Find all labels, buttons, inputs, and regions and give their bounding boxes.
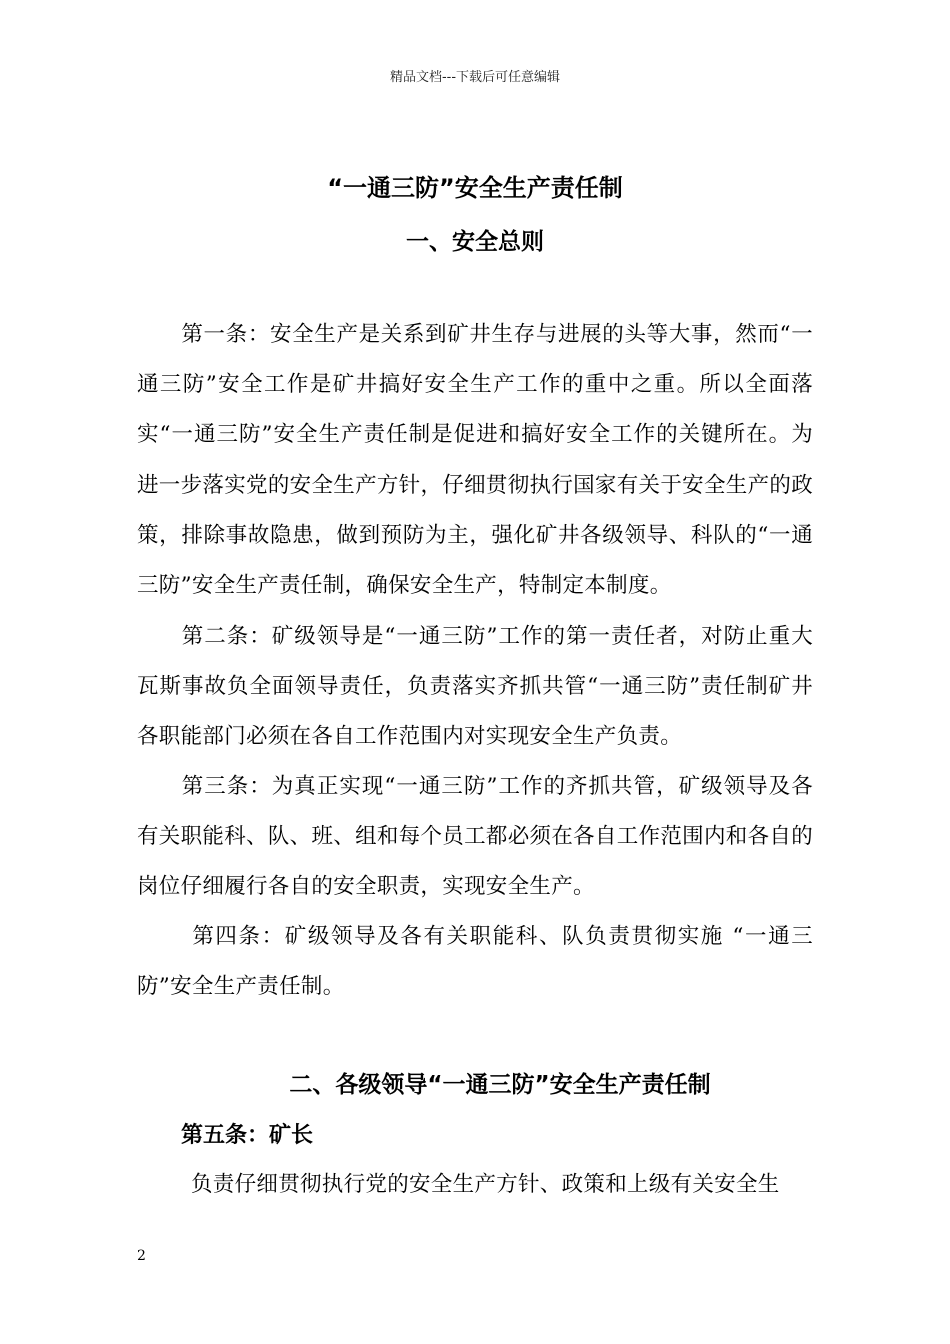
article-5-heading: 第五条：矿长 xyxy=(181,1123,314,1148)
article-2: 第二条：矿级领导是“一通三防”工作的第一责任者，对防止重大瓦斯事故负全面领导责任，负责落实齐抓共管“一通三防”责任制矿井各职能部门必须在各自工作范围内对实现安全生产负责。 xyxy=(137,624,813,750)
article-1: 第一条：安全生产是关系到矿井生存与进展的头等大事，然而“一通三防”安全工作是矿井搞好安全生产工作的重中之重。所以全面落实“一通三防”安全生产责任制是促进和搞好安全工作的关键所在。为进一步落实党的安全生产方针，仔细贯彻执行国家有关于安全生产的政策，排除事故隐患，做到预防为主，强化矿井各级领导、科队的“一通三防”安全生产责任制，确保安全生产，特制定本制度。 xyxy=(137,322,813,599)
document-title: “一通三防”安全生产责任制 xyxy=(327,174,623,202)
article-3: 第三条：为真正实现“一通三防”工作的齐抓共管，矿级领导及各有关职能科、队、班、组和每个员工都必须在各自工作范围内和各自的岗位仔细履行各自的安全职责，实现安全生产。 xyxy=(137,774,813,900)
section-2-title: 二、各级领导“一通三防”安全生产责任制 xyxy=(289,1072,711,1098)
section-1-title: 一、安全总则 xyxy=(406,229,544,255)
page-number: 2 xyxy=(137,1248,146,1264)
article-5-text: 负责仔细贯彻执行党的安全生产方针、政策和上级有关安全生 xyxy=(191,1172,780,1197)
article-4: 第四条：矿级领导及各有关职能科、队负责贯彻实施 “一通三防”安全生产责任制。 xyxy=(137,924,813,1000)
page-header: 精品文档---下载后可任意编辑 xyxy=(389,70,561,85)
